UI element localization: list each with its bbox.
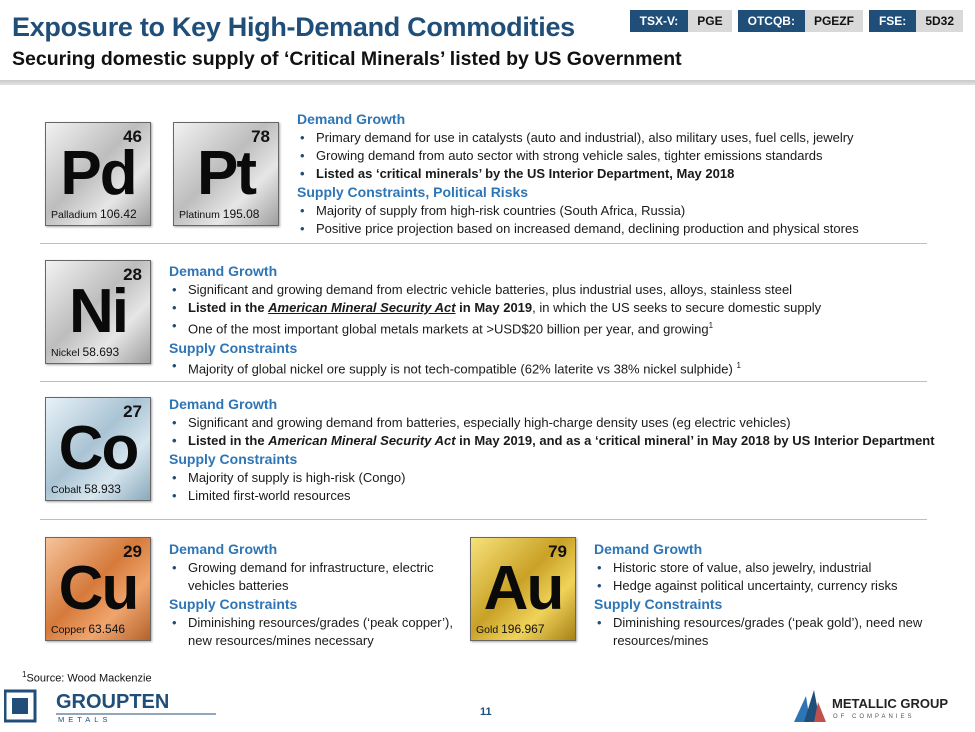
ticker-symbol: PGEZF xyxy=(805,10,863,32)
element-name: Palladium 106.42 xyxy=(51,207,137,221)
element-tile-gold xyxy=(470,537,576,641)
bullet-item: • Positive price projection based on increased demand, declining production and physical stores xyxy=(297,220,937,238)
bullet-item: • Diminishing resources/grades (‘peak gold’), need new resources/mines xyxy=(594,614,939,651)
bullet-item: • Historic store of value, also jewelry, industrial xyxy=(594,559,939,577)
atomic-number: 46 xyxy=(123,127,142,146)
section-divider xyxy=(40,519,927,520)
bullet-item: • Hedge against political uncertainty, currency risks xyxy=(594,577,939,595)
bullet-item: • Majority of supply from high-risk countries (South Africa, Russia) xyxy=(297,202,937,220)
bullet-item: • Growing demand for infrastructure, electric vehicles batteries xyxy=(169,559,454,596)
section-heading: Supply Constraints xyxy=(169,339,298,356)
ticker-bar xyxy=(630,10,963,32)
bullet-item: • Majority of global nickel ore supply is not tech-compatible (62% laterite vs 38% nickel sulphide) $^1$ xyxy=(169,357,959,379)
element-symbol: Pt xyxy=(197,139,255,208)
metallic-group-logo xyxy=(792,686,967,726)
bullet-item: • Significant and growing demand from batteries, especially high-charge density uses (eg electric vehicles) xyxy=(169,414,969,432)
cobalt-section xyxy=(169,395,969,505)
section-heading: Supply Constraints xyxy=(169,451,298,468)
pgm-section xyxy=(297,110,937,238)
bullet-item: • Listed as ‘critical minerals’ by the US Interior Department, May 2018 xyxy=(297,165,937,183)
page-subtitle: Securing domestic supply of ‘Critical Minerals’ listed by US Government xyxy=(12,48,682,70)
atomic-number: 27 xyxy=(123,402,142,421)
logo-subtext: OF COMPANIES xyxy=(833,714,915,720)
ticker-symbol: 5D32 xyxy=(916,10,963,32)
element-symbol: Cu xyxy=(58,554,138,623)
ticker-exchange: TSX-V: xyxy=(630,10,689,32)
element-name: Gold 196.967 xyxy=(476,622,545,636)
atomic-number: 78 xyxy=(251,127,270,146)
header-divider xyxy=(0,80,975,85)
element-symbol: Au xyxy=(483,554,563,623)
bullet-item: • Majority of supply is high-risk (Congo) xyxy=(169,469,969,487)
atomic-number: 28 xyxy=(123,265,142,284)
bullet-item: • Listed in the American Mineral Security Act in May 2019, and as a ‘critical mineral’ in May 2018 by US Interior Department xyxy=(169,432,969,450)
bullet-item: • Diminishing resources/grades (‘peak copper’), new resources/mines necessary xyxy=(169,614,454,651)
logo-text: METALLIC GROUP xyxy=(832,696,949,711)
section-heading: Supply Constraints xyxy=(169,596,298,613)
element-symbol: Pd xyxy=(60,139,136,208)
element-name: Platinum 195.08 xyxy=(179,207,260,221)
section-divider xyxy=(40,381,927,382)
atomic-number: 79 xyxy=(548,542,567,561)
footnote: $^1$Source: Wood Mackenzie xyxy=(22,670,152,685)
section-heading: Supply Constraints, Political Risks xyxy=(297,184,529,201)
element-name: Cobalt 58.933 xyxy=(51,482,121,496)
element-tile-cobalt xyxy=(45,397,151,501)
bullet-item: • Primary demand for use in catalysts (auto and industrial), also military uses, fuel cells, jewelry xyxy=(297,129,937,147)
logo-text: GROUPTEN xyxy=(56,691,170,713)
ticker-exchange: OTCQB: xyxy=(738,10,805,32)
bullet-item: • Significant and growing demand from electric vehicle batteries, plus industrial uses, alloys, stainless steel xyxy=(169,281,959,299)
page-number: 11 xyxy=(480,706,492,718)
element-name: Nickel 58.693 xyxy=(51,345,120,359)
element-symbol: Co xyxy=(58,414,138,483)
element-tile-platinum xyxy=(173,122,279,226)
page-title: Exposure to Key High-Demand Commodities xyxy=(12,12,575,42)
section-heading: Demand Growth xyxy=(169,263,278,279)
copper-section xyxy=(169,540,454,650)
element-tile-palladium xyxy=(45,122,151,226)
section-heading: Demand Growth xyxy=(169,396,278,412)
element-tile-nickel xyxy=(45,260,151,364)
logo-subtext: METALS xyxy=(58,715,112,724)
section-heading: Demand Growth xyxy=(594,541,703,557)
section-heading: Demand Growth xyxy=(297,111,406,127)
atomic-number: 29 xyxy=(123,542,142,561)
bullet-item: • Growing demand from auto sector with strong vehicle sales, tighter emissions standards xyxy=(297,147,937,165)
gold-section xyxy=(594,540,939,650)
element-tile-copper xyxy=(45,537,151,641)
nickel-section xyxy=(169,262,959,379)
element-name: Copper 63.546 xyxy=(51,622,126,636)
groupten-logo xyxy=(4,688,234,724)
bullet-item: • Listed in the American Mineral Security Act in May 2019, in which the US seeks to secure domestic supply xyxy=(169,299,959,317)
ticker-exchange: FSE: xyxy=(869,10,916,32)
bullet-item: • One of the most important global metals markets at >USD$20 billion per year, and growing$^1$ xyxy=(169,317,959,339)
ticker-symbol: PGE xyxy=(688,10,731,32)
section-heading: Supply Constraints xyxy=(594,596,723,613)
section-heading: Demand Growth xyxy=(169,541,278,557)
element-symbol: Ni xyxy=(69,277,127,346)
bullet-item: • Limited first-world resources xyxy=(169,487,969,505)
section-divider xyxy=(40,243,927,244)
